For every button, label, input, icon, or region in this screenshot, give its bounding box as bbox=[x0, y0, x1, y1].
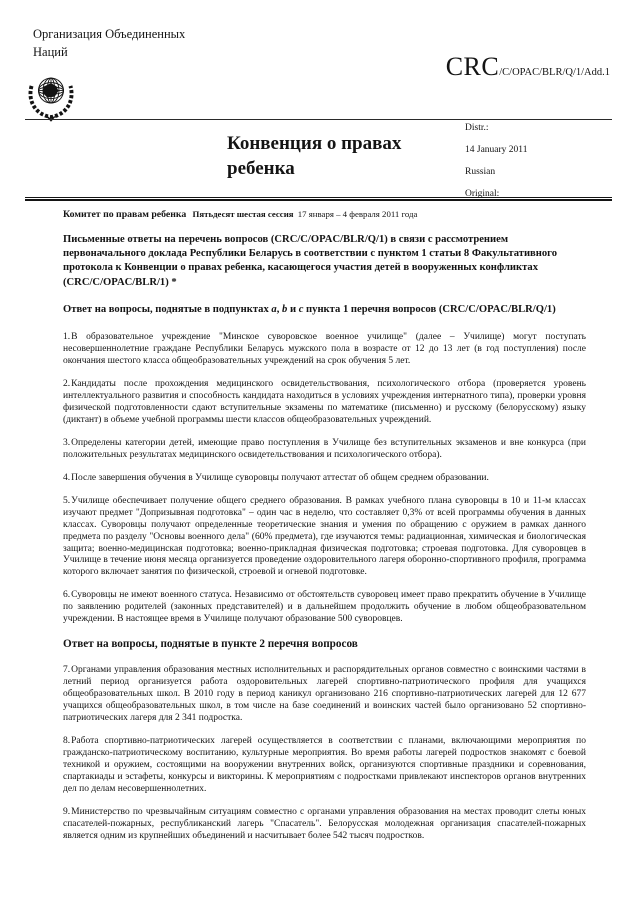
document-symbol bbox=[446, 52, 610, 82]
document-body bbox=[63, 209, 586, 853]
document-symbol-prefix: CRC bbox=[445, 52, 500, 81]
page-title-line2: ребенка bbox=[227, 158, 295, 180]
paragraph-number: 7. bbox=[63, 664, 71, 675]
original-label: Original: bbox=[465, 189, 500, 199]
paragraph-5 bbox=[63, 496, 586, 580]
main-heading: Письменные ответы на перечень вопросов (CRC/C/OPAC/BLR/Q/1) в связи с рассмотрением первоначального доклада Республики Беларусь в соответствии с пунктом 1 статьи 8 Факультативного протокола к Конвенции о правах ребенка, касающегося участия детей в вооруженных конфликтах (CRC/C/OPAC/BLR/1) * bbox=[63, 234, 558, 288]
subheading1-item-c: c bbox=[298, 303, 304, 315]
subheading1-sep1: , bbox=[276, 303, 282, 315]
header-divider-thin bbox=[25, 119, 612, 120]
paragraph-4 bbox=[63, 473, 586, 485]
session-line bbox=[63, 209, 586, 220]
document-symbol-suffix: /C/OPAC/BLR/Q/1/Add.1 bbox=[499, 67, 610, 78]
paragraph-number: 3. bbox=[63, 437, 71, 448]
paragraph-3 bbox=[63, 438, 586, 462]
paragraph-9 bbox=[63, 807, 586, 843]
paragraph-number: 8. bbox=[63, 735, 71, 746]
page-title-line1: Конвенция о правах bbox=[227, 133, 402, 154]
subheading1-item-a: a bbox=[271, 303, 277, 315]
distr-label: Distr.: bbox=[465, 123, 489, 133]
paragraph-8 bbox=[63, 736, 586, 796]
subheading1-sep2: и bbox=[287, 303, 299, 315]
org-name-line1: Организация Объединенных bbox=[33, 27, 186, 41]
paragraph-number: 6. bbox=[63, 590, 71, 601]
page-title bbox=[227, 131, 462, 181]
subheading1-pre: Ответ на вопросы, поднятые в подпунктах bbox=[63, 303, 272, 315]
org-name-line2: Наций bbox=[33, 44, 68, 59]
paragraph-number: 4. bbox=[63, 472, 71, 483]
answer-subheading-1 bbox=[63, 303, 586, 317]
un-emblem-icon bbox=[23, 73, 79, 123]
paragraph-number: 9. bbox=[63, 806, 71, 817]
paragraph-2 bbox=[63, 379, 586, 427]
session-name: Пятьдесят шестая сессия bbox=[192, 209, 294, 219]
paragraph-text: Училище обеспечивает получение общего среднего образования. В рамках учебного плана суворовцы в 10 и 11-м классах изучают предмет "Допризывная подготовка" – один час в неделю, что составляет 0,3% от всей программы обучения в данных классах. Суворовцы получают определенные теоретические знания и умения по обращению с оружием в рамках данного предмета по разделу "Основы военного дела" (60% предмета), где изучаются темы: радиационная, химическая и биологическая защита; военно-медицинская подготовка; военно-прикладная физическая подготовка; строевая подготовка. Для суворовцев в Училище в течение июня месяца организуется проведение оздоровительного лагеря оборонно-спортивного профиля, программа которого включает занятия по физической, строевой и огневой подготовке. bbox=[63, 495, 586, 578]
paragraph-6 bbox=[63, 590, 586, 626]
distr-date: 14 January 2011 bbox=[465, 145, 528, 155]
paragraph-text: Органами управления образования местных исполнительных и распорядительных органов совместно с воинскими частями в летний период организуется работа оздоровительных лагерей спортивно-патриотического профиля для учащихся общеобразовательных школ. В 2010 году в период каникул организовано 216 спортивно-патриотических лагерей для 12 677 учащихся общеобразовательных школ, в том числе на базе соединений и воинских частей было организовано 52 спортивно-патриотических лагеря для 2 341 подростка. bbox=[63, 664, 586, 723]
session-dates: 17 января – 4 февраля 2011 года bbox=[297, 209, 418, 219]
paragraph-1 bbox=[63, 332, 586, 368]
subheading1-item-b: b bbox=[282, 303, 288, 315]
distr-language: Russian bbox=[465, 167, 496, 177]
paragraph-text: Министерство по чрезвычайным ситуациям совместно с органами управления образования на местах проводит слеты юных спасателей-пожарных, республиканский лагерь "Спасатель". Белорусская молодежная организация спасателей-пожарных является одним из крупнейших объединений и насчитывает более 542 тысяч подростков. bbox=[63, 806, 586, 841]
paragraph-text: Суворовцы не имеют военного статуса. Независимо от обстоятельств суворовец имеет право прекратить обучение в Училище по заявлению родителей (законных представителей) и в дальнейшем продолжить обучение в любом общеобразовательном учреждении. В настоящее время в Училище получают образование 500 суворовцев. bbox=[63, 590, 586, 625]
paragraph-7 bbox=[63, 665, 586, 725]
committee-name: Комитет по правам ребенка bbox=[63, 209, 187, 220]
paragraph-text: Определены категории детей, имеющие право поступления в Училище без вступительных экзаменов и вне конкурса (при положительных результатах медицинского освидетельствования и психологического отбора). bbox=[63, 437, 586, 460]
paragraph-text: В образовательное учреждение "Минское суворовское военное училище" (далее – Училище) могут поступать несовершеннолетние граждане Республики Беларусь мужского пола в возрасте от 12 до 13 лет (в год поступления) после окончания шестого класса общеобразовательных учреждений на срок обучения 5 лет. bbox=[63, 331, 586, 366]
subheading1-post: пункта 1 перечня вопросов (CRC/C/OPAC/BLR/Q/1) bbox=[303, 303, 556, 315]
paragraph-text: Кандидаты после прохождения медицинского освидетельствования, психологического отбора (проверяется уровень интеллектуального развития и способность кандидата находиться в условиях учреждения интернатного типа), проверки уровня физической подготовленности сдают вступительные экзамены по математике (письменно) и русскому (белорусскому) языку (диктант) в объеме учебной программы шести классов общеобразовательных учреждений. bbox=[63, 378, 586, 425]
paragraph-text: После завершения обучения в Училище суворовцы получают аттестат об общем среднем образовании. bbox=[71, 472, 489, 483]
header-divider-thick bbox=[25, 197, 612, 201]
paragraph-number: 5. bbox=[63, 495, 71, 506]
paragraph-text: Работа спортивно-патриотических лагерей осуществляется в соответствии с планами, включающими мероприятия по гражданско-патриотическому воспитанию, культурные мероприятия. Во время работы лагерей подростков знакомят с боевой техникой и оружием, состоящими на вооружении внутренних войск, организуются спортивные праздники и соревнования, спартакиады и эстафеты, конкурсы и викторины. К мероприятиям с подростками привлекают инспекторов органов внутренних дел по делам несовершеннолетних. bbox=[63, 735, 586, 794]
paragraph-number: 1. bbox=[63, 331, 71, 342]
answer-subheading-2: Ответ на вопросы, поднятые в пункте 2 перечня вопросов bbox=[63, 638, 358, 651]
paragraph-number: 2. bbox=[63, 378, 71, 389]
org-name bbox=[33, 26, 185, 61]
